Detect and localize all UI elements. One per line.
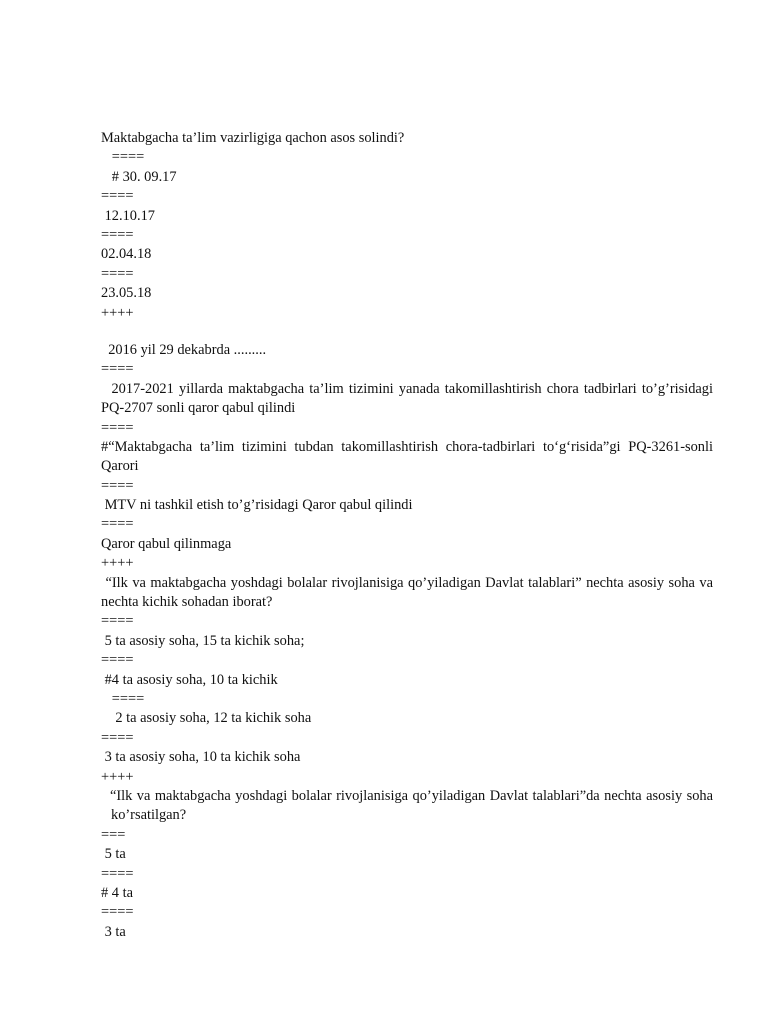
answer-option: 3 ta xyxy=(101,923,126,940)
separator: ==== xyxy=(101,904,134,921)
separator: ==== xyxy=(101,477,134,494)
answer-option: 3 ta asosiy soha, 10 ta kichik soha xyxy=(101,749,301,766)
answer-option: 5 ta xyxy=(101,846,126,863)
correct-answer-option: #4 ta asosiy soha, 10 ta kichik xyxy=(101,671,278,688)
question-text: “Ilk va maktabgacha yoshdagi bolalar rivojlanisiga qo’yiladigan Davlat talablari” nechta asosiy soha va nechta kichik sohadan iborat? xyxy=(101,574,717,611)
question-separator: ++++ xyxy=(101,768,134,785)
correct-answer-option: #“Maktabgacha ta’lim tizimini tubdan takomillashtirish chora-tadbirlari to‘g‘risida”gi PQ-3261-sonli Qarori xyxy=(101,438,717,475)
separator: ==== xyxy=(101,865,134,882)
separator: ==== xyxy=(101,188,134,205)
document-body xyxy=(101,129,717,942)
separator: ==== xyxy=(101,419,134,436)
separator: ==== xyxy=(101,652,134,669)
blank-line xyxy=(101,323,713,341)
separator: ==== xyxy=(101,149,145,166)
question-text: Maktabgacha ta’lim vazirligiga qachon asos solindi? xyxy=(101,130,405,146)
question-separator: ++++ xyxy=(101,555,134,572)
separator: ==== xyxy=(101,361,134,378)
question-separator: ++++ xyxy=(101,304,134,321)
answer-option: 2017-2021 yillarda maktabgacha ta’lim tizimini yanada takomillashtirish chora tadbirlari to’g’risidagi PQ-2707 sonli qaror qabul qilindi xyxy=(101,380,717,417)
separator: ==== xyxy=(101,226,134,243)
answer-option: Qaror qabul qilinmaga xyxy=(101,535,232,552)
question-text: “Ilk va maktabgacha yoshdagi bolalar rivojlanisiga qo’yiladigan Davlat talablari”da nechta asosiy soha ko’rsatilgan? xyxy=(101,787,717,824)
separator: ==== xyxy=(101,516,134,533)
answer-option: 23.05.18 xyxy=(101,285,152,302)
question-text: 2016 yil 29 dekabrda ......... xyxy=(101,341,267,358)
correct-answer-option: # 30. 09.17 xyxy=(101,168,177,185)
separator: ==== xyxy=(101,613,134,630)
answer-option: 02.04.18 xyxy=(101,246,152,263)
separator: ==== xyxy=(101,691,145,708)
answer-option: 12.10.17 xyxy=(101,207,155,224)
answer-option: 2 ta asosiy soha, 12 ta kichik soha xyxy=(101,710,312,727)
separator: === xyxy=(101,826,126,843)
separator: ==== xyxy=(101,265,134,282)
separator: ==== xyxy=(101,729,134,746)
answer-option: MTV ni tashkil etish to’g’risidagi Qaror qabul qilindi xyxy=(101,497,413,514)
correct-answer-option: # 4 ta xyxy=(101,884,133,901)
answer-option: 5 ta asosiy soha, 15 ta kichik soha; xyxy=(101,632,305,649)
